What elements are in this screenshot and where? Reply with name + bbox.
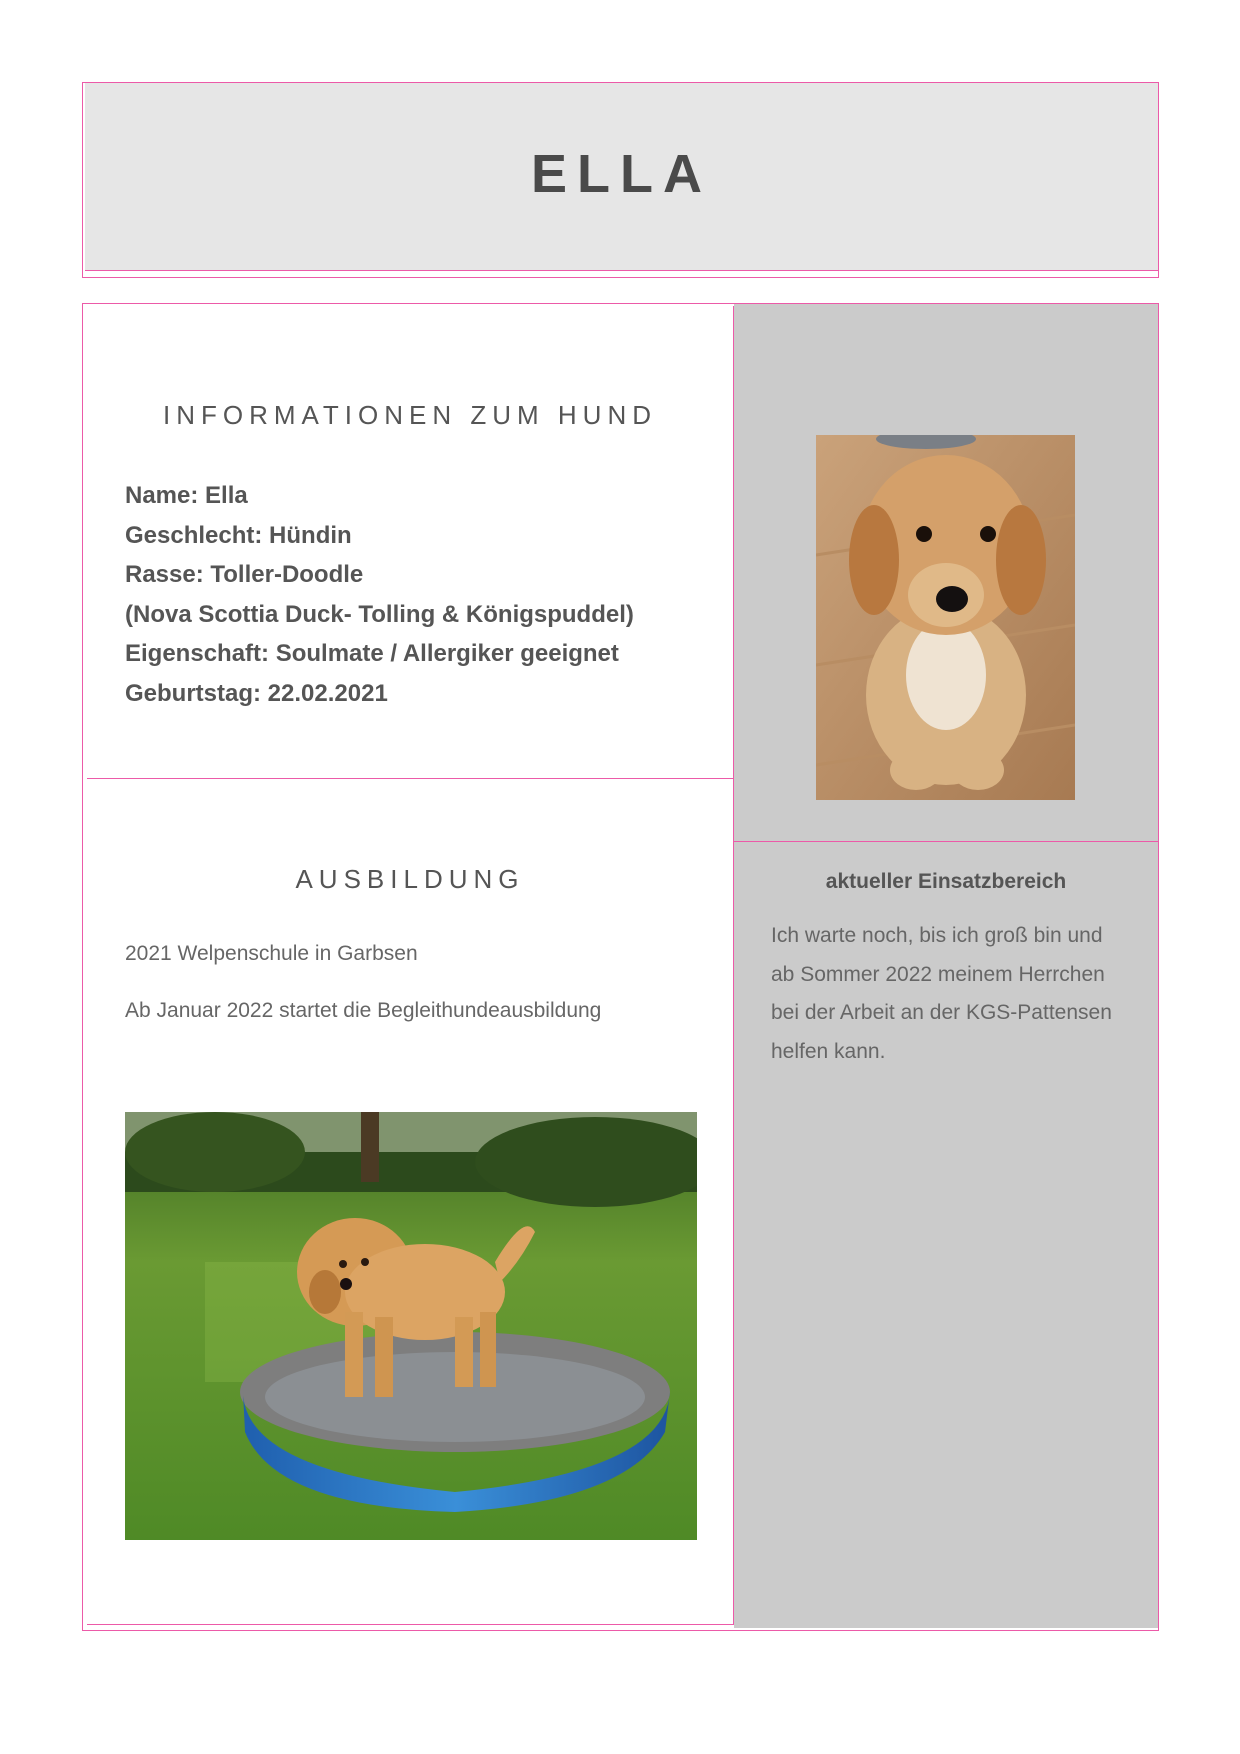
training-heading: AUSBILDUNG bbox=[295, 864, 525, 894]
right-column bbox=[734, 304, 1158, 1628]
info-sex: Geschlecht: Hündin bbox=[125, 521, 352, 549]
header-background bbox=[85, 83, 1158, 271]
page-title: ELLA bbox=[531, 144, 712, 204]
header-box bbox=[82, 82, 1159, 278]
photo-panel bbox=[734, 304, 1158, 842]
info-heading: INFORMATIONEN ZUM HUND bbox=[162, 400, 658, 430]
left-column bbox=[87, 306, 734, 1625]
puppy-in-pool-photo bbox=[125, 1112, 697, 1540]
info-trait: Eigenschaft: Soulmate / Allergiker geeignet bbox=[125, 640, 619, 667]
puppy-sitting-photo bbox=[816, 435, 1075, 800]
info-name: Name: Ella bbox=[125, 482, 248, 509]
info-list bbox=[125, 476, 634, 713]
info-birthday: Geburtstag: 22.02.2021 bbox=[125, 679, 388, 707]
info-breed: Rasse: Toller-Doodle bbox=[125, 561, 364, 588]
main-content-frame bbox=[82, 303, 1159, 1631]
assignment-text: Ich warte noch, bis ich groß bin und ab Sommer 2022 meinem Herrchen bei der Arbeit an der KGS-Pattensen helfen kann. bbox=[771, 924, 1112, 1063]
training-line-puppy-school: 2021 Welpenschule in Garbsen bbox=[125, 942, 418, 965]
training-line-companion-dog: Ab Januar 2022 startet die Begleithundeausbildung bbox=[125, 999, 602, 1022]
info-section bbox=[87, 306, 733, 779]
info-breed-detail: (Nova Scottia Duck- Tolling & Königspuddel) bbox=[125, 600, 634, 628]
assignment-heading: aktueller Einsatzbereich bbox=[825, 870, 1067, 893]
